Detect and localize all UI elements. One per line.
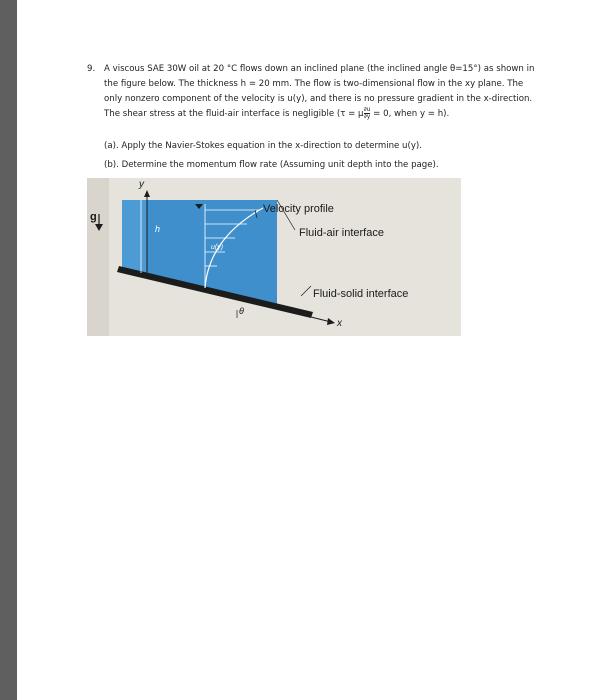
fluid-solid-interface-label: Fluid-solid interface xyxy=(313,288,409,300)
velocity-profile-label: Velocity profile xyxy=(263,203,334,215)
y-axis-label: y xyxy=(139,179,144,190)
part-b: (b). Determine the momentum flow rate (Assuming unit depth into the page). xyxy=(104,160,439,170)
figure-svg xyxy=(87,178,461,336)
question-line-4-post: = 0, when y = h). xyxy=(370,109,450,119)
h-label: h xyxy=(155,224,161,234)
theta-label: θ xyxy=(239,306,244,316)
x-axis-label: x xyxy=(337,318,342,329)
left-sidebar xyxy=(0,0,17,700)
question-line-4 xyxy=(104,107,549,122)
inclined-flow-figure xyxy=(87,178,461,336)
part-a: (a). Apply the Navier-Stokes equation in the x-direction to determine u(y). xyxy=(104,141,423,151)
fraction-numerator: ∂u xyxy=(363,106,371,113)
fluid-left-edge xyxy=(122,200,147,274)
question-text xyxy=(87,62,549,122)
fraction-denominator: ∂y xyxy=(363,113,371,120)
question-line-4-pre: The shear stress at the fluid-air interface is negligible (τ = μ xyxy=(104,109,364,119)
question-number: 9. xyxy=(87,64,96,74)
u-of-y-label: u(y) xyxy=(211,244,224,251)
fluid-air-interface-label: Fluid-air interface xyxy=(299,227,384,239)
question-line-1: A viscous SAE 30W oil at 20 °C flows down an inclined plane (the inclined angle θ=15°) as shown in xyxy=(104,64,535,74)
figure-left-strip xyxy=(87,178,109,336)
question-parts xyxy=(104,139,554,177)
gravity-label: g xyxy=(90,211,97,223)
question-line-3: only nonzero component of the velocity is u(y), and there is no pressure gradient in the x-direction. xyxy=(104,94,533,104)
question-line-2: the figure below. The thickness h = 20 mm. The flow is two-dimensional flow in the xy plane. The xyxy=(104,79,524,89)
